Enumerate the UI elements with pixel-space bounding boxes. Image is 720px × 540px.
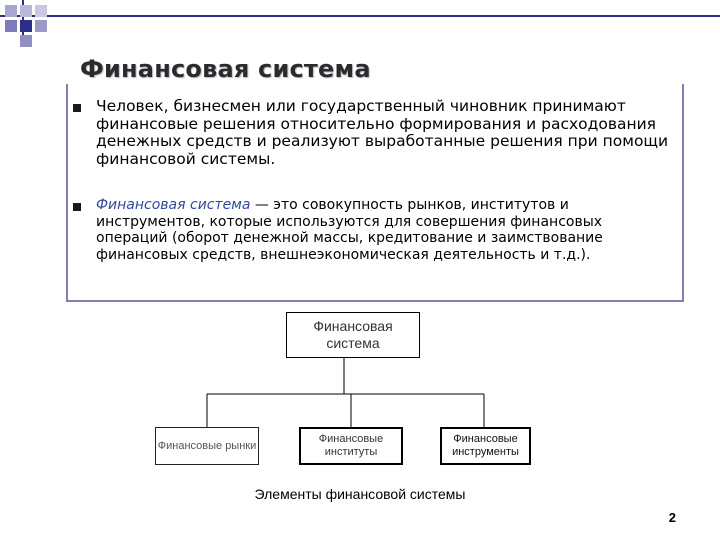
- decor-square-4: [5, 20, 17, 32]
- decor-square-7: [20, 35, 32, 47]
- node-financial-institutions: [299, 427, 403, 465]
- page-number: 2: [668, 510, 676, 525]
- node-financial-system-label: Финансовая система: [313, 318, 393, 351]
- decor-square-3: [35, 5, 47, 17]
- diagram-caption: Элементы финансовой системы: [254, 486, 466, 502]
- node-financial-system: [286, 312, 420, 358]
- bullet-text-1: Человек, бизнесмен или государственный чиновник принимают финансовые решения относительно формирования и расходования денежных средств и реализуют выработанные решения при помощи финансовой системы.: [96, 97, 669, 168]
- decor-square-6: [35, 20, 47, 32]
- bullet-marker-2: [73, 203, 81, 211]
- bullet-text-2: [96, 197, 671, 263]
- node-financial-markets-label: Финансовые рынки: [157, 439, 257, 452]
- term-definition: — это совокупность рынков, институтов и инструментов, которые используются для совершения финансовых операций (оборот денежной массы, кредитование и заимствование финансовых средств, внешнеэкономическая деятельность и т.д.).: [96, 197, 603, 263]
- node-financial-institutions-label: Финансовые институты: [318, 433, 384, 458]
- term-financial-system: Финансовая система: [96, 197, 251, 213]
- node-financial-instruments-label: Финансовые инструменты: [452, 433, 519, 458]
- header-line: [0, 15, 720, 17]
- decor-square-2: [20, 5, 32, 17]
- decor-square-5: [20, 20, 32, 32]
- slide-title: Финансовая система: [80, 55, 371, 83]
- bullet-marker-1: [73, 104, 81, 112]
- node-financial-markets: [155, 427, 259, 465]
- node-financial-instruments: [440, 427, 531, 465]
- decor-square-1: [5, 5, 17, 17]
